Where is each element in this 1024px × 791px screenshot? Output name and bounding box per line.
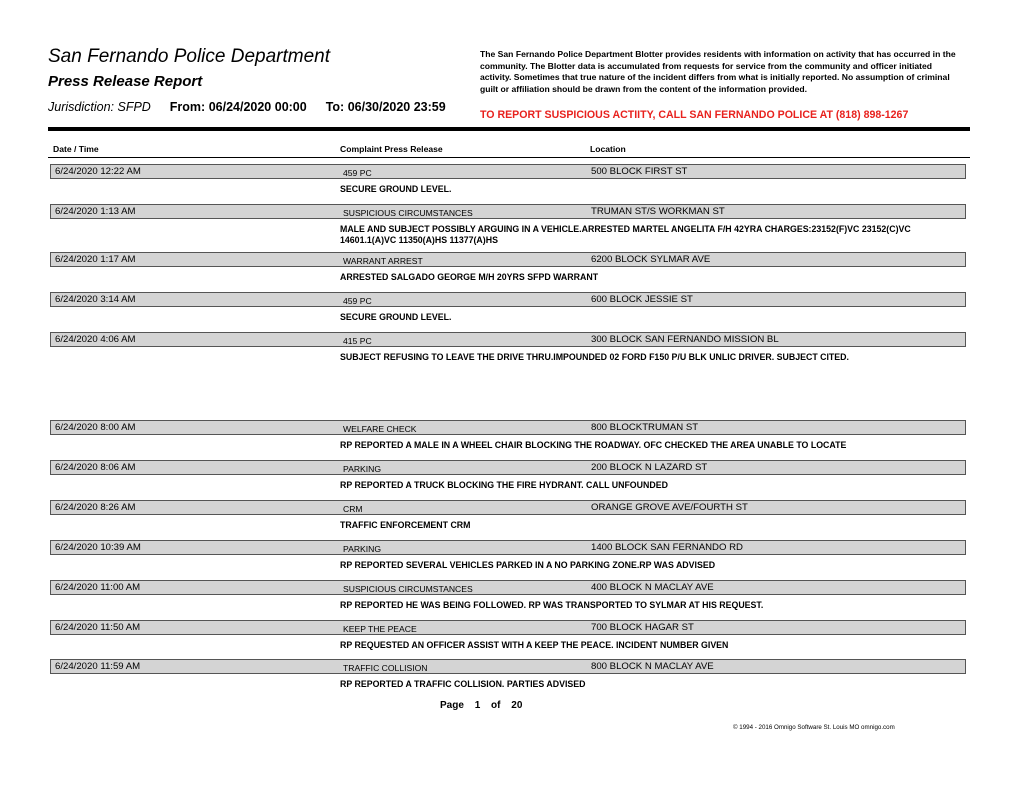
- row-location: 800 BLOCK N MACLAY AVE: [591, 661, 714, 672]
- column-header-complaint: Complaint Press Release: [340, 144, 443, 154]
- row-date: 6/24/2020 1:17 AM: [55, 254, 136, 265]
- table-row: [50, 252, 966, 267]
- page-number: [440, 700, 530, 711]
- column-header-location: Location: [590, 144, 626, 154]
- from-value: 06/24/2020 00:00: [208, 100, 307, 114]
- row-complaint: 459 PC: [343, 296, 372, 306]
- report-title: Press Release Report: [48, 73, 203, 90]
- row-date: 6/24/2020 10:39 AM: [55, 542, 141, 553]
- row-complaint: 415 PC: [343, 336, 372, 346]
- table-row: [50, 620, 966, 635]
- table-row: [50, 292, 966, 307]
- row-complaint: WELFARE CHECK: [343, 424, 417, 434]
- blotter-disclaimer: The San Fernando Police Department Blotter provides residents with information on activity that has occurred in the community. The Blotter data is accumulated from requests for service from the community and officer initiated activity. Sometimes that true nature of the incident differs from what is initially reported. No assumption of criminal guilt or affiliation should be drawn from the content of the information provided.: [480, 49, 956, 94]
- table-row: [50, 580, 966, 595]
- to-label: To:: [325, 100, 345, 114]
- header-divider: [48, 127, 970, 131]
- row-location: 600 BLOCK JESSIE ST: [591, 294, 693, 305]
- row-location: 300 BLOCK SAN FERNANDO MISSION BL: [591, 334, 779, 345]
- row-complaint: WARRANT ARREST: [343, 256, 423, 266]
- row-location: 6200 BLOCK SYLMAR AVE: [591, 254, 711, 265]
- row-date: 6/24/2020 4:06 AM: [55, 334, 136, 345]
- row-note: RP REPORTED SEVERAL VEHICLES PARKED IN A NO PARKING ZONE.RP WAS ADVISED: [340, 560, 716, 570]
- row-note: SUBJECT REFUSING TO LEAVE THE DRIVE THRU.IMPOUNDED 02 FORD F150 P/U BLK UNLIC DRIVER. SUBJECT CITED.: [340, 352, 849, 362]
- row-location: 1400 BLOCK SAN FERNANDO RD: [591, 542, 743, 553]
- row-note: MALE AND SUBJECT POSSIBLY ARGUING IN A VEHICLE.ARRESTED MARTEL ANGELITA F/H 42YRA CHARGES:23152(F)VC 23152(C)VC 14601.1(A)VC 11350(A)HS 11377(A)HS: [340, 224, 911, 245]
- table-row: [50, 332, 966, 347]
- row-note: TRAFFIC ENFORCEMENT CRM: [340, 520, 471, 530]
- report-suspicious-activity-notice: TO REPORT SUSPICIOUS ACTIITY, CALL SAN FERNANDO POLICE AT (818) 898-1267: [480, 109, 909, 121]
- row-location: 800 BLOCKTRUMAN ST: [591, 422, 699, 433]
- row-complaint: SUSPICIOUS CIRCUMSTANCES: [343, 584, 473, 594]
- row-complaint: SUSPICIOUS CIRCUMSTANCES: [343, 208, 473, 218]
- row-note: RP REPORTED A TRAFFIC COLLISION. PARTIES ADVISED: [340, 679, 586, 689]
- row-note: RP REPORTED A MALE IN A WHEEL CHAIR BLOCKING THE ROADWAY. OFC CHECKED THE AREA UNABLE TO LOCATE: [340, 440, 847, 450]
- page-of: of: [491, 700, 501, 711]
- row-date: 6/24/2020 12:22 AM: [55, 166, 141, 177]
- row-location: 200 BLOCK N LAZARD ST: [591, 462, 708, 473]
- page-label: Page: [440, 700, 464, 711]
- row-note: SECURE GROUND LEVEL.: [340, 312, 452, 322]
- row-location: 700 BLOCK HAGAR ST: [591, 622, 694, 633]
- table-row: [50, 659, 966, 674]
- row-complaint: PARKING: [343, 464, 382, 474]
- page-current: 1: [474, 700, 481, 711]
- row-date: 6/24/2020 3:14 AM: [55, 294, 136, 305]
- row-date: 6/24/2020 8:00 AM: [55, 422, 136, 433]
- row-note: RP REPORTED HE WAS BEING FOLLOWED. RP WAS TRANSPORTED TO SYLMAR AT HIS REQUEST.: [340, 600, 764, 610]
- page-total: 20: [511, 700, 523, 711]
- table-row: [50, 540, 966, 555]
- row-note: RP REQUESTED AN OFFICER ASSIST WITH A KEEP THE PEACE. INCIDENT NUMBER GIVEN: [340, 640, 729, 650]
- table-row: [50, 164, 966, 179]
- row-location: 400 BLOCK N MACLAY AVE: [591, 582, 714, 593]
- row-location: 500 BLOCK FIRST ST: [591, 166, 688, 177]
- row-date: 6/24/2020 8:26 AM: [55, 502, 136, 513]
- row-date: 6/24/2020 11:59 AM: [55, 661, 141, 672]
- row-date: 6/24/2020 11:50 AM: [55, 622, 141, 633]
- row-note: RP REPORTED A TRUCK BLOCKING THE FIRE HYDRANT. CALL UNFOUNDED: [340, 480, 668, 490]
- row-date: 6/24/2020 1:13 AM: [55, 206, 136, 217]
- jurisdiction-label: Jurisdiction:: [48, 100, 114, 114]
- row-note: SECURE GROUND LEVEL.: [340, 184, 452, 194]
- from-label: From:: [169, 100, 206, 114]
- row-location: TRUMAN ST/S WORKMAN ST: [591, 206, 725, 217]
- to-value: 06/30/2020 23:59: [347, 100, 446, 114]
- row-date: 6/24/2020 8:06 AM: [55, 462, 136, 473]
- jurisdiction-value: SFPD: [117, 100, 151, 114]
- table-row: [50, 204, 966, 219]
- row-complaint: CRM: [343, 504, 363, 514]
- department-title: San Fernando Police Department: [48, 46, 330, 67]
- table-row: [50, 460, 966, 475]
- row-complaint: KEEP THE PEACE: [343, 624, 417, 634]
- row-location: ORANGE GROVE AVE/FOURTH ST: [591, 502, 748, 513]
- column-header-date: Date / Time: [53, 144, 99, 154]
- row-complaint: TRAFFIC COLLISION: [343, 663, 428, 673]
- column-header-divider: [48, 157, 970, 158]
- row-complaint: PARKING: [343, 544, 382, 554]
- row-date: 6/24/2020 11:00 AM: [55, 582, 141, 593]
- report-parameters: [48, 100, 446, 114]
- copyright-notice: © 1994 - 2016 Omnigo Software St. Louis MO omnigo.com: [733, 724, 895, 731]
- table-row: [50, 420, 966, 435]
- row-complaint: 459 PC: [343, 168, 372, 178]
- row-note: ARRESTED SALGADO GEORGE M/H 20YRS SFPD WARRANT: [340, 272, 599, 282]
- table-row: [50, 500, 966, 515]
